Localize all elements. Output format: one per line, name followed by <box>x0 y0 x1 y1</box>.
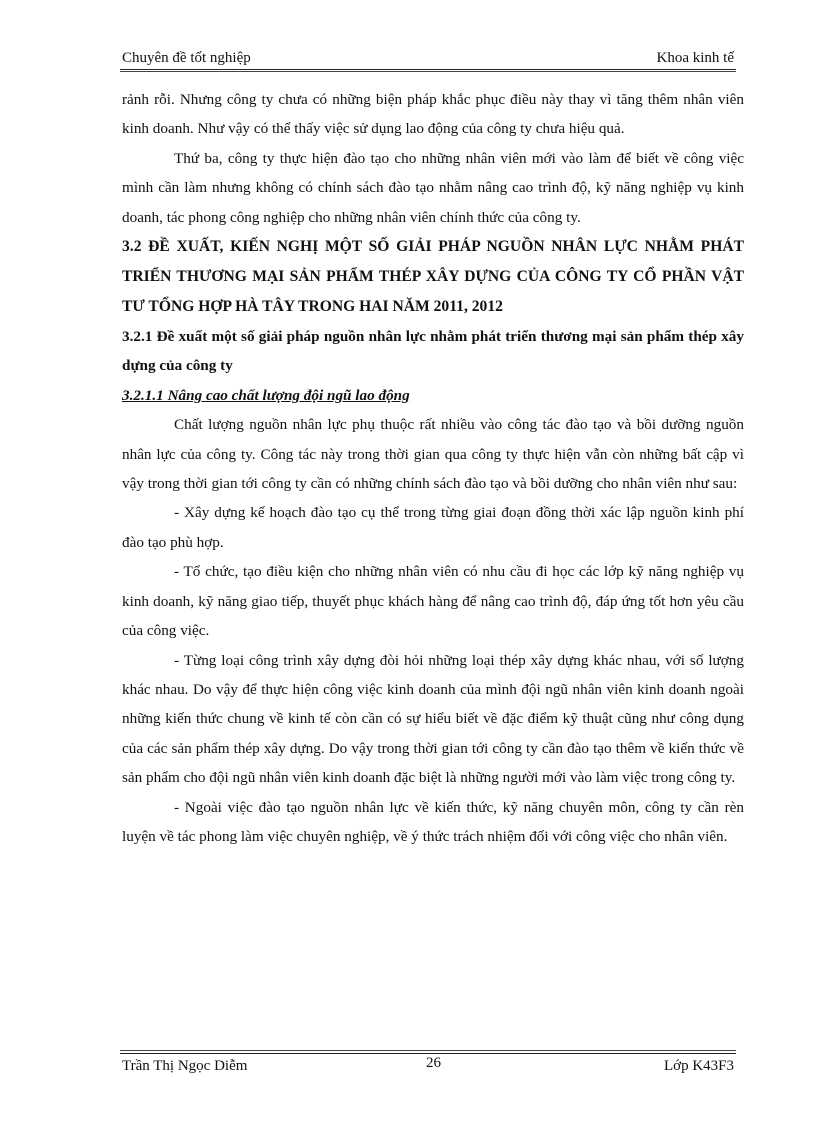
bullet-skill-courses: - Tổ chức, tạo điều kiện cho những nhân viên có nhu cầu đi học các lớp kỹ năng nghiệp vụ kinh doanh, kỹ năng giao tiếp, thuyết phục khách hàng để nâng cao trình độ, đáp ứng tốt hơn yêu cầu của công việc. <box>122 563 744 640</box>
footer-rule <box>120 1053 736 1054</box>
bullet-product-knowledge: - Từng loại công trình xây dựng đòi hỏi những loại thép xây dựng khác nhau, với số lượng khác nhau. Do vậy để thực hiện công việc kinh doanh của mình đội ngũ nhân viên kinh doanh ngoài những kiến thức chung về kinh tế còn cần có sự hiểu biết về đặc điểm kỹ thuật cũng như công dụng của các sản phẩm thép xây dựng. Do vậy trong thời gian tới công ty cần đào tạo thêm về kiến thức về sản phẩm cho đội ngũ nhân viên kinh doanh đặc biệt là những người mới vào làm việc trong công ty. <box>122 651 744 787</box>
section-heading-3-2: 3.2 ĐỀ XUẤT, KIẾN NGHỊ MỘT SỐ GIẢI PHÁP NGUỒN NHÂN LỰC NHẰM PHÁT TRIỂN THƯƠNG MẠI SẢN PHẨM THÉP XÂY DỰNG CỦA CÔNG TY CỔ PHẦN VẬT TƯ TỔNG HỢP HÀ TÂY TRONG HAI NĂM 2011, 2012 <box>122 238 744 316</box>
bullet-training-plan: - Xây dựng kế hoạch đào tạo cụ thể trong từng giai đoạn đồng thời xác lập nguồn kinh phí đào tạo phù hợp. <box>122 504 744 551</box>
paragraph-third-point: Thứ ba, công ty thực hiện đào tạo cho những nhân viên mới vào làm để biết về công việc mình cần làm nhưng không có chính sách đào tạo nhằm nâng cao trình độ, kỹ năng nghiệp vụ kinh doanh, tác phong công nghiệp cho những nhân viên chính thức của công ty. <box>122 149 744 226</box>
header-title: Chuyên đề tốt nghiệp <box>122 50 251 66</box>
page-number: 26 <box>426 1055 441 1071</box>
header-rule-thin <box>120 71 736 72</box>
paragraph-continued: rảnh rỗi. Nhưng công ty chưa có những biện pháp khắc phục điều này thay vì tăng thêm nhân viên kinh doanh. Như vậy có thể thấy việc sử dụng lao động của công ty chưa hiệu quả. <box>122 91 744 138</box>
footer-author: Trần Thị Ngọc Diễm <box>122 1058 248 1074</box>
header-rule <box>120 69 736 70</box>
footer-rule-thin <box>120 1050 736 1051</box>
page-body <box>122 85 744 851</box>
page-footer <box>122 1055 734 1077</box>
header-department: Khoa kinh tế <box>656 50 734 66</box>
subsection-heading-3-2-1: 3.2.1 Đề xuất một số giải pháp nguồn nhân lực nhằm phát triển thương mại sản phẩm thép xây dựng của công ty <box>122 328 744 375</box>
footer-class: Lớp K43F3 <box>663 1058 734 1074</box>
subsubsection-heading-3-2-1-1: 3.2.1.1 Nâng cao chất lượng đội ngũ lao động <box>122 386 410 404</box>
page-header <box>122 46 734 68</box>
bullet-professional-conduct: - Ngoài việc đào tạo nguồn nhân lực về kiến thức, kỹ năng chuyên môn, công ty cần rèn luyện về tác phong làm việc chuyên nghiệp, về ý thức trách nhiệm đối với công việc cho nhân viên. <box>122 798 744 845</box>
paragraph-training-intro: Chất lượng nguồn nhân lực phụ thuộc rất nhiều vào công tác đào tạo và bồi dưỡng nguồn nhân lực của công ty. Công tác này trong thời gian qua công ty thực hiện vẫn còn những bất cập vì vậy trong thời gian tới công ty cần có những chính sách đào tạo và bồi dưỡng cho nhân viên như sau: <box>122 416 744 493</box>
